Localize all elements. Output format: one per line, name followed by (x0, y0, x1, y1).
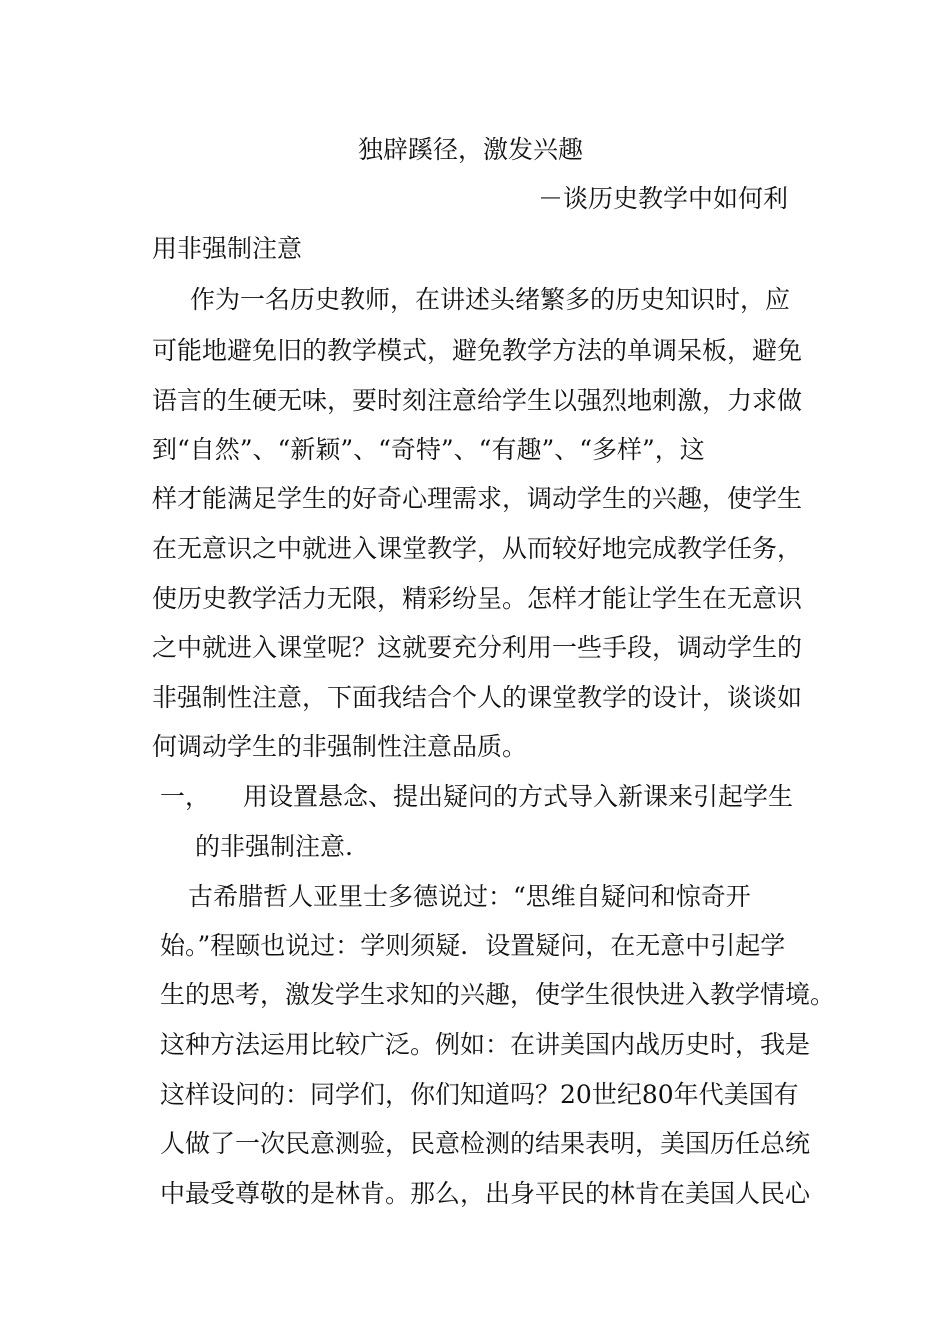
paragraph2-line: 生的思考，激发学生求知的兴趣，使学生很快进入教学情境。 (160, 980, 836, 1009)
paragraph1-line: 可能地避免旧的教学模式，避免教学方法的单调呆板，避免 (152, 336, 803, 365)
paragraph1-line: 使历史教学活力无限，精彩纷呈。怎样才能让学生在无意识 (152, 584, 803, 613)
document-subtitle-line1: －谈历史教学中如何利 (538, 184, 789, 213)
paragraph1-line: 在无意识之中就进入课堂教学，从而较好地完成教学任务， (152, 534, 803, 563)
section1-heading-line2: 的非强制注意. (195, 832, 353, 861)
paragraph1-line: 何调动学生的非强制性注意品质。 (152, 732, 528, 761)
paragraph2-line: 这样设问的：同学们，你们知道吗？20世纪80年代美国有 (160, 1080, 799, 1109)
section1-number: 一， (160, 782, 211, 811)
paragraph1-line: 语言的生硬无味，要时刻注意给学生以强烈地刺激，力求做 (152, 386, 803, 415)
document-subtitle-line2: 用非强制注意 (152, 234, 303, 263)
paragraph2-line: 始。”程颐也说过：学则须疑．设置疑问，在无意中引起学 (160, 931, 786, 960)
paragraph1-line: 到“自然”、“新颖”、“奇特”、“有趣”、“多样”，这 (152, 435, 705, 464)
document-title: 独辟蹊径，激发兴趣 (358, 135, 584, 164)
paragraph1-line: 样才能满足学生的好奇心理需求，调动学生的兴趣，使学生 (152, 484, 803, 513)
paragraph1-line: 非强制性注意，下面我结合个人的课堂教学的设计，谈谈如 (152, 683, 803, 712)
paragraph1-line: 作为一名历史教师，在讲述头绪繁多的历史知识时，应 (190, 285, 791, 314)
paragraph1-line: 之中就进入课堂呢？这就要充分利用一些手段，调动学生的 (152, 633, 803, 662)
section1-heading-line1: 用设置悬念、提出疑问的方式导入新课来引起学生 (243, 782, 794, 811)
paragraph2-line: 中最受尊敬的是林肯。那么，出身平民的林肯在美国人民心 (160, 1179, 811, 1208)
paragraph2-line: 人做了一次民意测验，民意检测的结果表明，美国历任总统 (160, 1129, 811, 1158)
paragraph2-line: 这种方法运用比较广泛。例如：在讲美国内战历史时，我是 (160, 1030, 811, 1059)
paragraph2-line: 古希腊哲人亚里士多德说过：“思维自疑问和惊奇开 (188, 882, 751, 911)
